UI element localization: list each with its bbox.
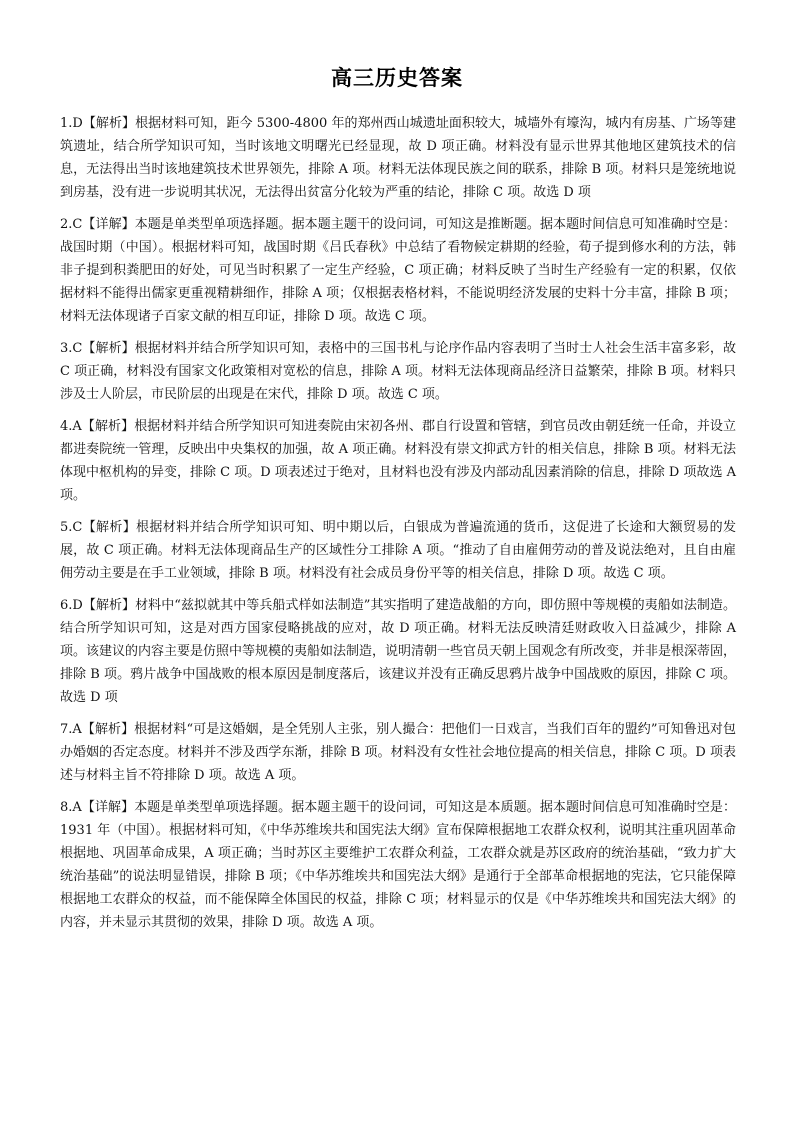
answer-item-5: 5.C【解析】根据材料并结合所学知识可知、明中期以后，白银成为普遍流通的货币，这促进了长途和大额贸易的发展，故 C 项正确。材料无法体现商品生产的区域性分工排除 A 项。“推动了自由雇佣劳动的普及说法绝对，且自由雇佣劳动主要是在手工业领域，排除 B 项。材料没有社会成员身份平等的相关信息，排除 D 项。故选 C 项。: [60, 520, 736, 581]
answer-item-4: 4.A【解析】根据材料并结合所学知识可知进奏院由宋初各州、郡自行设置和管辖，到官员改由朝廷统一任命，并设立都进奏院统一管理，反映出中央集权的加强，故 A 项正确。材料没有崇文抑武方针的相关信息，排除 B 项。材料无法体现中枢机构的异变，排除 C 项。D 项表述过于绝对，且材料也没有涉及内部动乱因素消除的信息，排除 D 项故选 A 项。: [60, 419, 736, 503]
answer-item-8: 8.A【详解】本题是单类型单项选择题。据本题主题干的设问词，可知这是本质题。据本题时间信息可知准确时空是：1931 年（中国）。根据材料可知，《中华苏维埃共和国宪法大纲》宣布保障根据地工农群众权利，说明其注重巩固革命根据地、巩固革命成果，A 项正确；当时苏区主要维护工农群众利益，工农群众就是苏区政府的统治基础，“致力扩大统治基础”的说法明显错误，排除 B 项；《中华苏维埃共和国宪法大纲》是通行于全部革命根据地的宪法，它只能保障根据地工农群众的权益，而不能保障全体国民的权益，排除 C 项；材料显示的仅是《中华苏维埃共和国宪法大纲》的内容，并未显示其贯彻的效果，排除 D 项。故选 A 项。: [60, 800, 736, 930]
answer-item-2: 2.C【详解】本题是单类型单项选择题。据本题主题干的设问词，可知这是推断题。据本题时间信息可知准确时空是：战国时期（中国）。根据材料可知，战国时期《吕氏春秋》中总结了看物候定耕期的经验，荀子提到修水利的方法，韩非子提到积粪肥田的好处，可见当时积累了一定生产经验，C 项正确；材料反映了当时生产经验有一定的积累，仅依据材料不能得出儒家更重视精耕细作，排除 A 项；仅根据表格材料，不能说明经济发展的史料十分丰富，排除 B 项；材料无法体现诸子百家文献的相互印证，排除 D 项。故选 C 项。: [60, 217, 736, 324]
answer-item-1: 1.D【解析】根据材料可知，距今 5300-4800 年的郑州西山城遗址面积较大，城墙外有壕沟，城内有房基、广场等建筑遗址，结合所学知识可知，当时该地文明曙光已经显现，故 D 项正确。材料没有显示世界其他地区建筑技术的信息，无法得出当时该地建筑技术世界领先，排除 A 项。材料无法体现民族之间的联系，排除 B 项。材料只是笼统地说到房基，没有进一步说明其状况，无法得出贫富分化较为严重的结论，排除 C 项。故选 D 项: [60, 116, 736, 200]
answer-item-6: 6.D【解析】材料中“兹拟就其中等兵船式样如法制造”其实指明了建造战船的方向，即仿照中等规模的夷船如法制造。结合所学知识可知，这是对西方国家侵略挑战的应对，故 D 项正确。材料无法反映清廷财政收入日益减少，排除 A 项。该建议的内容主要是仿照中等规模的夷船如法制造，说明清朝一些官员天朝上国观念有所改变，并非是根深蒂固，排除 B 项。鸦片战争中国战败的根本原因是制度落后，该建议并没有正确反思鸦片战争中国战败的原因，排除 C 项。故选 D 项: [60, 598, 737, 705]
answer-list: [60, 112, 736, 943]
answer-item-3: 3.C【解析】根据材料并结合所学知识可知，表格中的三国书札与论序作品内容表明了当时士人社会生活丰富多彩，故 C 项正确，材料没有国家文化政策相对宽松的信息，排除 A 项。材料无法体现商品经济日益繁荣，排除 B 项。材料只涉及士人阶层，市民阶层的出现是在宋代，排除 D 项。故选 C 项。: [60, 341, 736, 402]
answer-item-7: 7.A【解析】根据材料“可是这婚姻，是全凭别人主张，别人撮合：把他们一日戏言，当我们百年的盟约”可知鲁迅对包办婚姻的否定态度。材料并不涉及西学东渐，排除 B 项。材料没有女性社会地位提高的相关信息，排除 C 项。D 项表述与材料主旨不符排除 D 项。故选 A 项。: [60, 722, 736, 783]
page-title: 高三历史答案: [331, 66, 463, 90]
